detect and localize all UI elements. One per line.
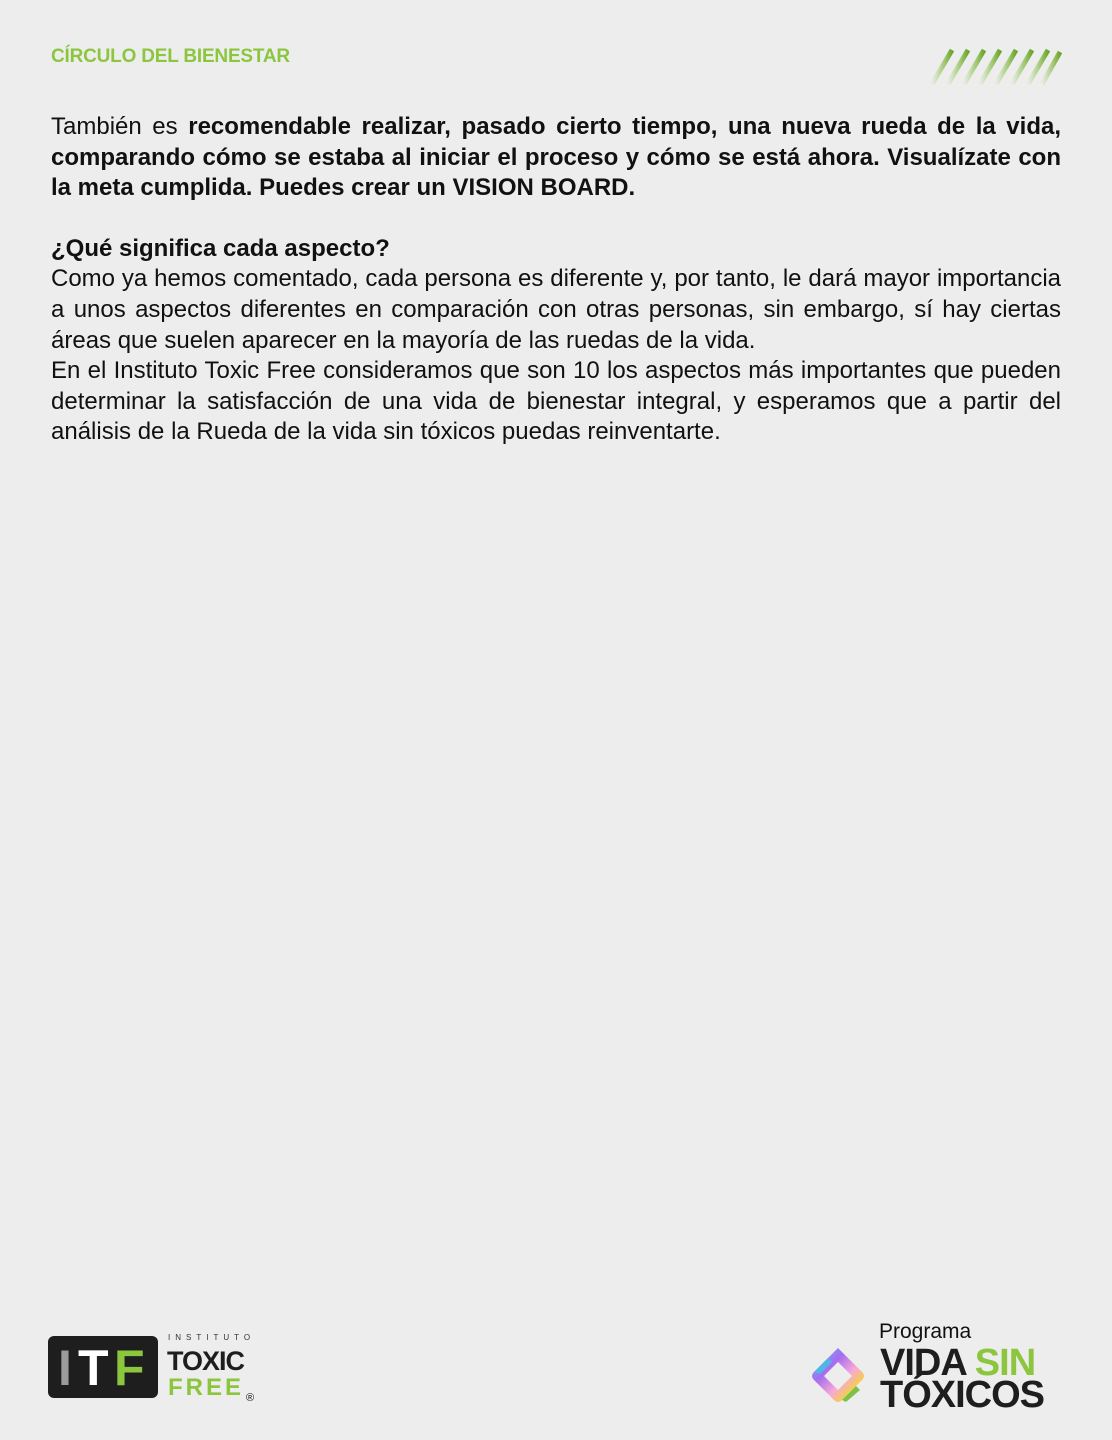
itf-letter-f: F [114,1340,145,1396]
main-content [51,112,1061,448]
paragraph-institute: En el Instituto Toxic Free consideramos que son 10 los aspectos más importantes que pueden determinar la satisfacción de una vida de bienestar integral, y esperamos que a partir del análisis de la Rueda de la vida sin tóxicos puedas reinventarte. [51,357,1061,446]
itf-logo-box [48,1336,158,1398]
vida-text: VIDA [880,1342,967,1384]
intro-text: También es [51,113,189,140]
itf-letter-i: I [58,1340,72,1396]
itf-letter-t: T [78,1340,109,1396]
itf-instituto-text: INSTITUTO [168,1333,256,1342]
intro-bold-text: recomendable realizar, pasado cierto tiempo, una nueva rueda de la vida, comparando cómo se estaba al iniciar el proceso y cómo se está ahora. Visualízate con la meta cumplida. Puedes crear un VISION BOARD. [51,113,1061,202]
sin-text: SIN [974,1342,1036,1384]
itf-logo [46,1332,261,1408]
registered-mark: ® [246,1392,255,1404]
paragraph-aspects: Como ya hemos comentado, cada persona es diferente y, por tanto, le dará mayor importancia a unos aspectos diferentes en comparación con otras personas, sin embargo, sí hay ciertas áreas que suelen aparecer en la mayoría de las ruedas de la vida. [51,265,1061,354]
paragraph-intro [51,112,1061,204]
vida-sin-toxicos-logo [804,1320,1074,1415]
toxicos-text: TÓXICOS [880,1374,1045,1416]
itf-toxic-text: TOXIC [167,1346,245,1376]
program-logo-icon [806,1344,870,1408]
section-heading: ¿Qué significa cada aspecto? [51,234,390,262]
programa-text: Programa [879,1320,972,1343]
decorative-stripes-icon [922,48,1062,88]
section-title: CÍRCULO DEL BIENESTAR [51,46,290,67]
itf-free-text: FREE [168,1374,245,1401]
